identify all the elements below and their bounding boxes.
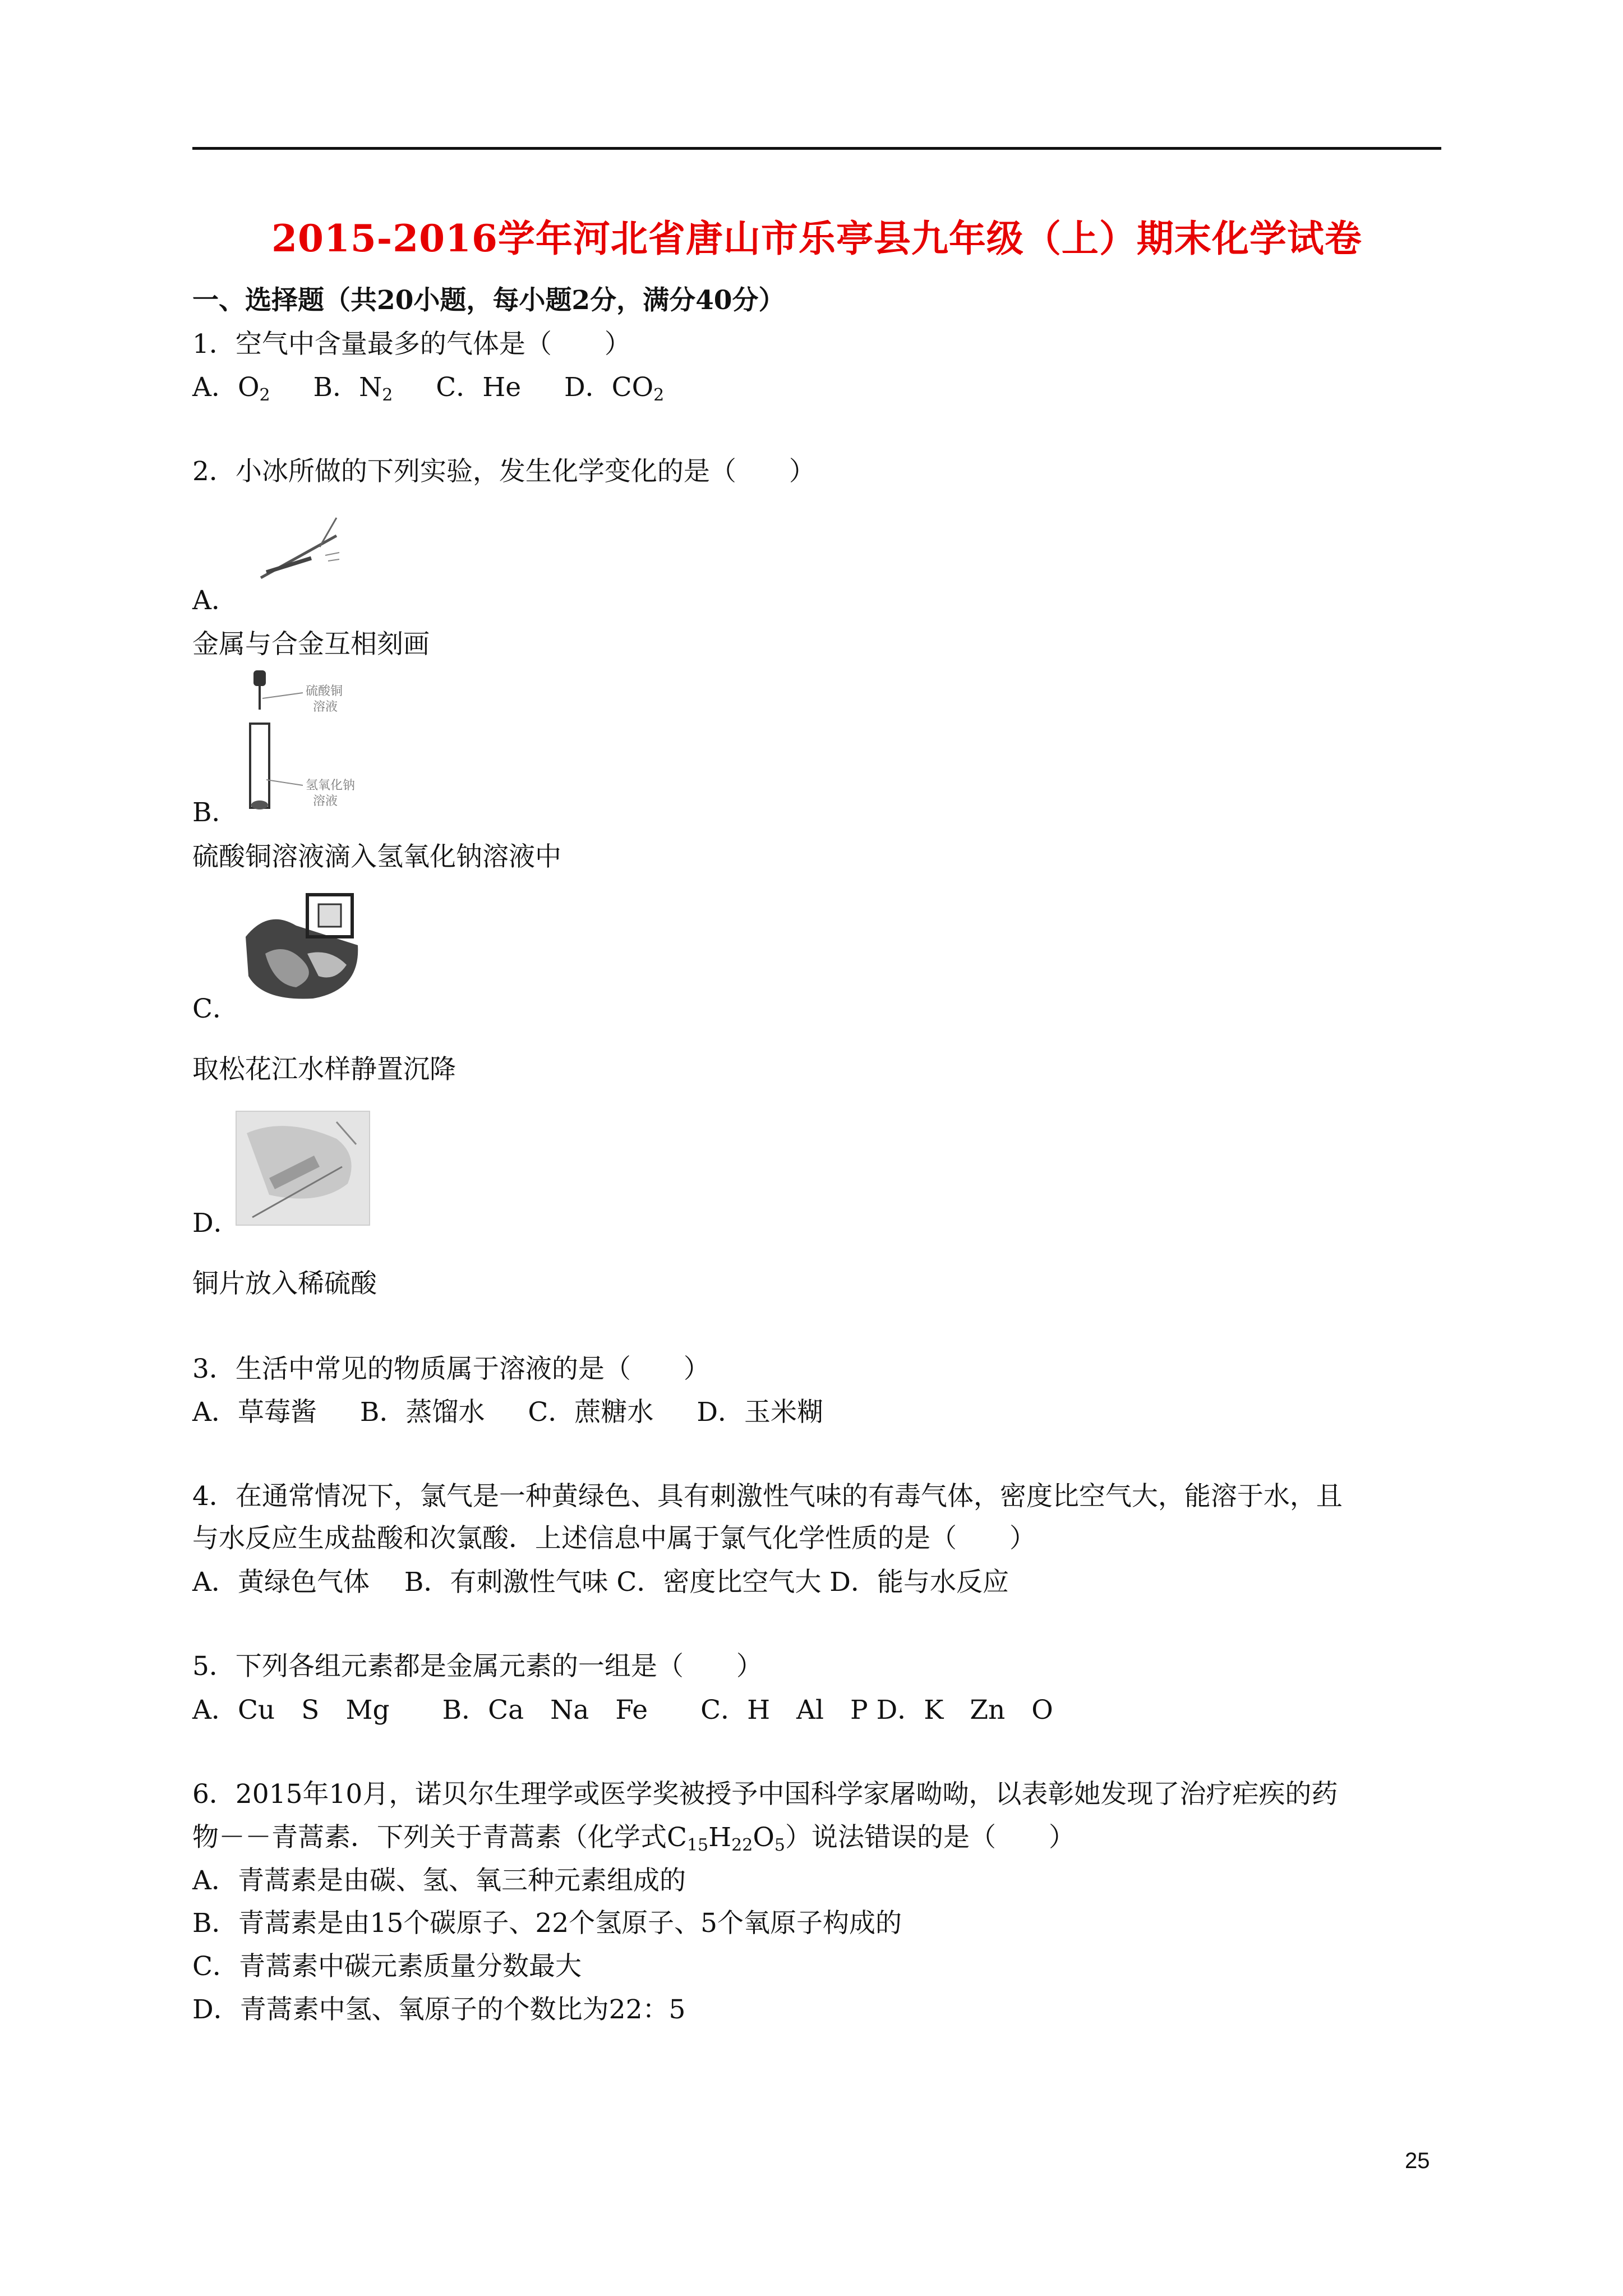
q3-option-d: D．玉米糊 [697,1397,824,1428]
page-number: 25 [1405,2148,1430,2173]
q2-option-a-letter: A． [192,585,238,616]
q2-option-a-caption: 金属与合金互相刻画 [192,629,430,660]
scratch-metals-figure [255,513,345,586]
q2-option-d-caption: 铜片放入稀硫酸 [192,1268,377,1299]
question-3-stem: 3．生活中常见的物质属于溶液的是（ ） [192,1354,710,1384]
question-5-options: A．Cu S Mg B．Ca Na Fe C．H Al P D．K Zn O [192,1695,1053,1726]
question-1-stem: 1．空气中含量最多的气体是（ ） [192,329,631,360]
fig-label-copper-sulfate: 硫酸铜 [306,684,343,698]
q3-option-c: C．蔗糖水 [528,1397,654,1428]
test-tube-figure [236,670,370,816]
q3-option-b: B．蒸馏水 [359,1397,485,1428]
exam-title: 2015-2016学年河北省唐山市乐亭县九年级（上）期末化学试卷 [271,217,1362,260]
q2-option-d-letter: D． [192,1208,240,1239]
q2-option-b-caption: 硫酸铜溶液滴入氢氧化钠溶液中 [192,841,561,872]
copper-in-acid-figure [236,1111,370,1226]
q1-option-c: C．He [436,372,522,403]
section-heading: 一、选择题（共20小题，每小题2分，满分40分） [192,285,785,316]
q2-option-b-letter: B． [192,797,238,828]
fig-label-solution-1: 溶液 [313,700,338,714]
question-6-line-1: 6．2015年10月，诺贝尔生理学或医学奖被授予中国科学家屠呦呦，以表彰她发现了治疗疟疾的药 [192,1779,1338,1810]
q2-option-c-caption: 取松花江水样静置沉降 [192,1054,456,1085]
river-water-figure [234,892,369,1004]
q1-option-a: A．$O_2$ [192,372,270,405]
q6-option-a: A．青蒿素是由碳、氢、氧三种元素组成的 [192,1865,686,1896]
question-2-stem: 2．小冰所做的下列实验，发生化学变化的是（ ） [192,456,815,487]
q6-option-d: D．青蒿素中氢、氧原子的个数比为22：5 [192,1994,686,2025]
question-4-options: A．黄绿色气体 B．有刺激性气味 C．密度比空气大 D．能与水反应 [192,1567,1009,1598]
question-5-stem: 5．下列各组元素都是金属元素的一组是（ ） [192,1651,763,1682]
q2-option-c-letter: C． [192,993,239,1024]
header-rule [192,147,1441,150]
q1-option-d: D．$CO_2$ [564,372,665,405]
q3-option-a: A．草莓酱 [192,1397,317,1428]
fig-label-sodium-hydroxide: 氢氧化钠 [306,779,356,793]
q6-option-c: C．青蒿素中碳元素质量分数最大 [192,1951,582,1982]
question-3-options [192,1395,858,1430]
question-6-line-2: 物－－青蒿素．下列关于青蒿素（化学式$C_{15}H_{22}O_5$）说法错误的是（ ） [192,1822,1075,1855]
question-4-line-1: 4．在通常情况下，氯气是一种黄绿色、具有刺激性气味的有毒气体，密度比空气大，能溶于水，且 [192,1481,1343,1512]
question-4-line-2: 与水反应生成盐酸和次氯酸．上述信息中属于氯气化学性质的是（ ） [192,1523,1036,1554]
fig-label-solution-2: 溶液 [313,794,338,808]
q6-option-b: B．青蒿素是由15个碳原子、22个氢原子、5个氧原子构成的 [192,1908,902,1939]
question-1-options [192,370,699,405]
q1-option-b: B．$N_2$ [313,372,393,405]
